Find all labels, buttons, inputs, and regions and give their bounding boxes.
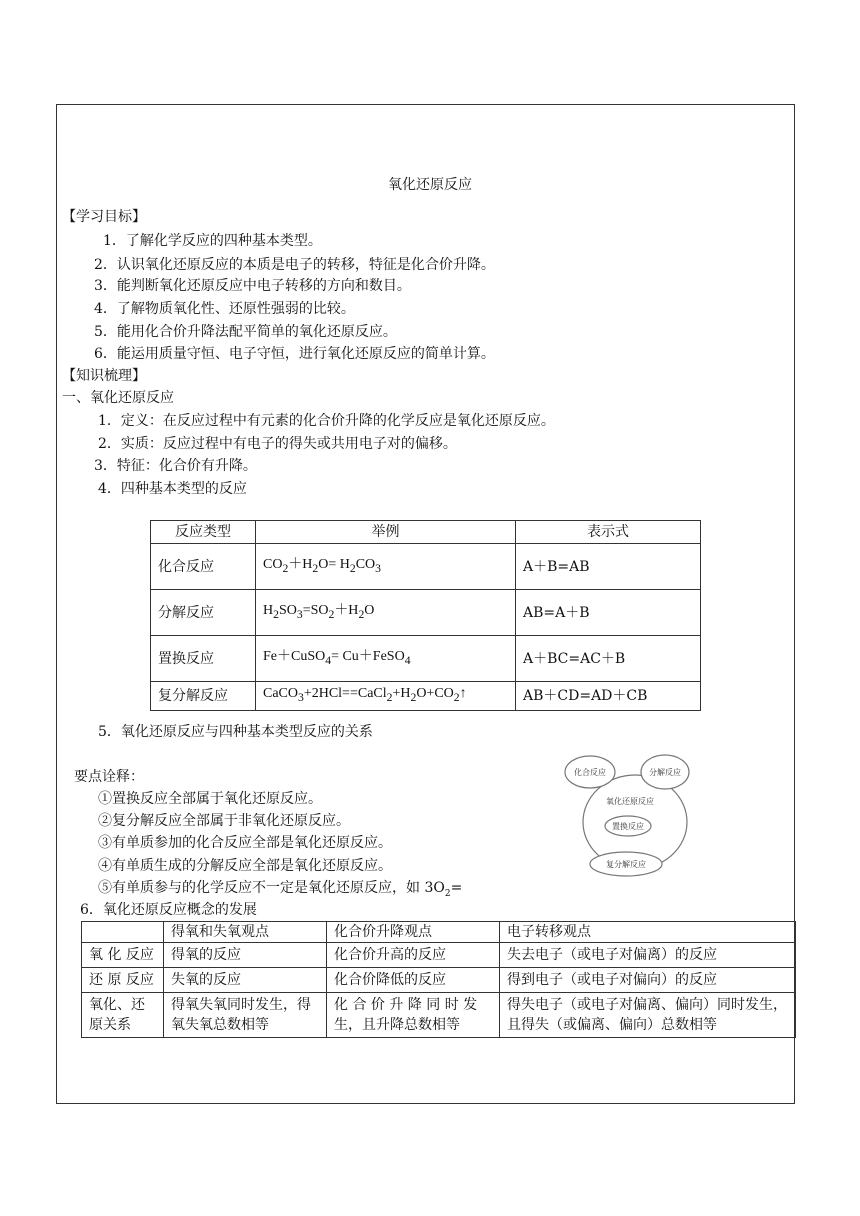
knowledge-item: 2．实质：反应过程中有电子的得失或共用电子对的偏移。 xyxy=(98,436,457,452)
reaction-types-table xyxy=(150,520,701,711)
table-cell: 得失电子（或电子对偏离、偏向）同时发生，且得失（或偏离、偏向）总数相等 xyxy=(500,993,796,1038)
table-cell: 得到电子（或电子对偏向）的反应 xyxy=(500,968,796,993)
knowledge-heading: 【知识梳理】 xyxy=(62,368,146,384)
reaction-example: $H_2SO_3=SO_2+H_2O$ xyxy=(256,590,516,636)
reaction-type: 置换反应 xyxy=(151,636,256,682)
table-cell: 氧化、还原关系 xyxy=(82,993,164,1038)
table-row xyxy=(151,544,701,590)
reaction-type: 分解反应 xyxy=(151,590,256,636)
diagram-label: 复分解反应 xyxy=(606,860,646,869)
relationship-diagram xyxy=(560,750,700,885)
table-header: 举例 xyxy=(256,521,516,544)
diagram-label: 化合反应 xyxy=(574,768,606,777)
table-cell: 失去电子（或电子对偏离）的反应 xyxy=(500,943,796,968)
goal-item: 4．了解物质氧化性、还原性强弱的比较。 xyxy=(94,301,355,317)
table-row xyxy=(82,968,796,993)
table-header: 表示式 xyxy=(516,521,701,544)
reaction-expr: AB＋CD=AD＋CB xyxy=(516,682,701,711)
knowledge-item: 4．四种基本类型的反应 xyxy=(98,481,247,497)
reaction-expr: AB=A＋B xyxy=(516,590,701,636)
concept-table xyxy=(81,921,796,1038)
table-header: 反应类型 xyxy=(151,521,256,544)
knowledge-item: 5．氧化还原反应与四种基本类型反应的关系 xyxy=(98,724,373,740)
table-cell: 失氧的反应 xyxy=(164,968,327,993)
reaction-expr: A＋B=AB xyxy=(516,544,701,590)
table-header: 化合价升降观点 xyxy=(327,922,500,943)
goal-item: 5．能用化合价升降法配平简单的氧化还原反应。 xyxy=(94,324,397,340)
notes-heading: 要点诠释： xyxy=(74,769,144,785)
section-heading: 一、氧化还原反应 xyxy=(62,390,174,406)
reaction-example: Fe＋CuSO$_4$= Cu＋FeSO$_4$ xyxy=(256,636,516,682)
goals-heading: 【学习目标】 xyxy=(62,209,146,225)
note-item: ④有单质生成的分解反应全部是氧化还原反应。 xyxy=(98,858,392,874)
goal-item: 3．能判断氧化还原反应中电子转移的方向和数目。 xyxy=(94,278,411,294)
note-item: ①置换反应全部属于氧化还原反应。 xyxy=(98,791,322,807)
table-row xyxy=(82,943,796,968)
table-row xyxy=(82,922,796,943)
diagram-label: 分解反应 xyxy=(649,768,681,777)
knowledge-item: 6．氧化还原反应概念的发展 xyxy=(80,902,257,918)
diagram-label: 氧化还原反应 xyxy=(606,797,654,806)
reaction-example: $CaCO_3+2HCl==CaCl_2+H_2O+CO_2↑$ xyxy=(256,682,516,711)
table-header: 电子转移观点 xyxy=(500,922,796,943)
table-cell: 化 合 价 升 降 同 时 发生，且升降总数相等 xyxy=(327,993,500,1038)
page-title: 氧化还原反应 xyxy=(388,177,472,193)
goal-item: 1．了解化学反应的四种基本类型。 xyxy=(103,233,322,249)
diagram-label: 置换反应 xyxy=(612,822,644,831)
table-row xyxy=(82,993,796,1038)
reaction-type: 复分解反应 xyxy=(151,682,256,711)
note-item: ⑤有单质参与的化学反应不一定是氧化还原反应，如 $3O_2=$ xyxy=(98,880,463,899)
note-item: ②复分解反应全部属于非氧化还原反应。 xyxy=(98,813,350,829)
table-cell: 化合价降低的反应 xyxy=(327,968,500,993)
table-row xyxy=(151,590,701,636)
reaction-expr: A＋BC=AC＋B xyxy=(516,636,701,682)
table-cell: 还 原 反应 xyxy=(82,968,164,993)
note-item: ③有单质参加的化合反应全部是氧化还原反应。 xyxy=(98,835,392,851)
goal-item: 2．认识氧化还原反应的本质是电子的转移，特征是化合价升降。 xyxy=(94,257,495,273)
reaction-type: 化合反应 xyxy=(151,544,256,590)
table-row xyxy=(151,636,701,682)
reaction-example: $CO_2+H_2O= H_2CO_3$ xyxy=(256,544,516,590)
table-cell: 得氧失氧同时发生，得氧失氧总数相等 xyxy=(164,993,327,1038)
knowledge-item: 1．定义：在反应过程中有元素的化合价升降的化学反应是氧化还原反应。 xyxy=(98,413,555,429)
knowledge-item: 3．特征：化合价有升降。 xyxy=(94,458,257,474)
goal-item: 6．能运用质量守恒、电子守恒，进行氧化还原反应的简单计算。 xyxy=(94,346,495,362)
table-row xyxy=(151,682,701,711)
table-header xyxy=(82,922,164,943)
table-cell: 化合价升高的反应 xyxy=(327,943,500,968)
table-cell: 得氧的反应 xyxy=(164,943,327,968)
table-cell: 氧 化 反应 xyxy=(82,943,164,968)
table-header: 得氧和失氧观点 xyxy=(164,922,327,943)
